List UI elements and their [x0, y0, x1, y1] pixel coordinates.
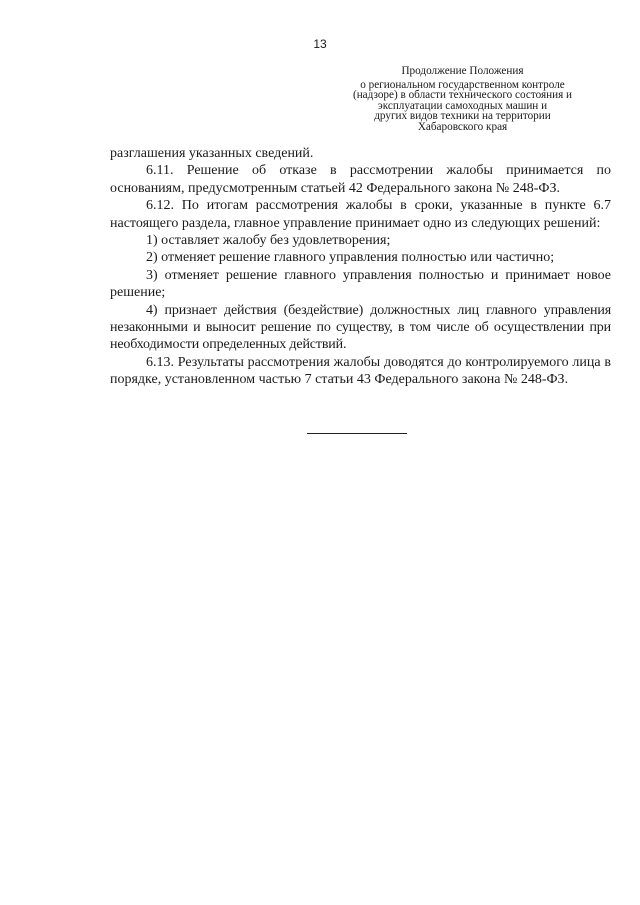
end-divider: [307, 433, 407, 434]
document-body: [110, 145, 611, 389]
header-title: Продолжение Положения: [401, 65, 524, 77]
page-number: 13: [313, 37, 327, 51]
header-line: других видов техники на территории: [374, 110, 551, 123]
paragraph-6-13: 6.13. Результаты рассмотрения жалобы доводятся до контролируемого лица в порядке, установленном частью 7 статьи 43 Федерального закона № 248-ФЗ.: [110, 354, 611, 388]
list-item-2: 2) отменяет решение главного управления полностью или частично;: [146, 250, 555, 266]
list-item-3: 3) отменяет решение главного управления полностью и принимает новое решение;: [110, 267, 611, 301]
header-line: о региональном государственном контроле: [360, 78, 565, 91]
paragraph-6-12: 6.12. По итогам рассмотрения жалобы в сроки, указанные в пункте 6.7 настоящего раздела, главное управление принимает одно из следующих решений:: [110, 198, 611, 231]
list-item-1: 1) оставляет жалобу без удовлетворения;: [146, 233, 391, 249]
document-header: [340, 66, 585, 133]
paragraph-continuation: разглашения указанных сведений.: [110, 146, 314, 161]
header-line: эксплуатации самоходных машин и: [377, 99, 548, 112]
list-item-4: 4) признает действия (бездействие) должностных лиц главного управления незаконными и выносит решение по существу, в том числе об осуществлении при необходимости определенных действий.: [110, 302, 611, 353]
paragraph-6-11: 6.11. Решение об отказе в рассмотрении жалобы принимается по основаниям, предусмотренным статьей 42 Федерального закона № 248-ФЗ.: [110, 163, 611, 196]
header-line: (надзоре) в области технического состояния и: [352, 89, 573, 102]
header-line: Хабаровского края: [417, 120, 508, 133]
